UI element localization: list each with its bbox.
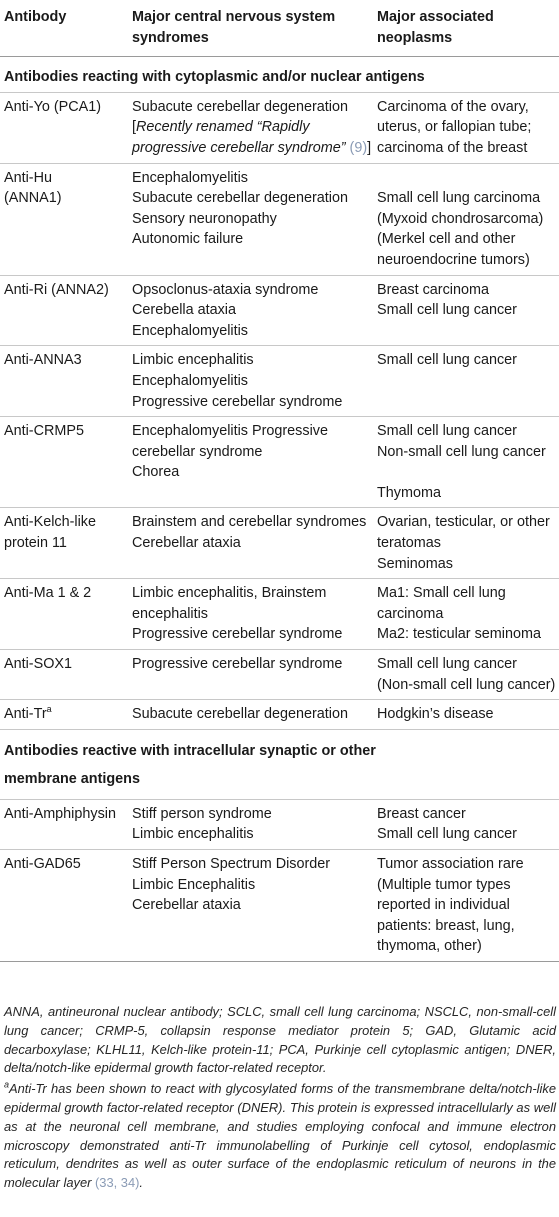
table-row	[0, 417, 559, 508]
table-row	[0, 92, 559, 163]
syndrome-cell: Opsoclonus-ataxia syndrome Cerebella ataxia Encephalomyelitis	[128, 275, 373, 346]
citation-link[interactable]: (33, 34)	[94, 1175, 140, 1191]
syndrome-cell: Progressive cerebellar syndrome	[128, 650, 373, 700]
antibody-cell: Anti-Tr$^a$	[0, 700, 128, 730]
table-footnotes	[4, 1003, 556, 1193]
antibody-cell: Anti-Kelch-like protein 11	[0, 508, 128, 579]
antibody-cell: Anti-CRMP5	[0, 417, 128, 508]
neoplasm-cell: Breast cancer Small cell lung cancer	[373, 799, 559, 849]
section-heading-cytoplasmic: Antibodies reacting with cytoplasmic and/or nuclear antigens	[0, 57, 559, 93]
table-row	[0, 163, 559, 275]
syndrome-cell: Subacute cerebellar degeneration	[128, 700, 373, 730]
neoplasm-cell: Small cell lung cancer Non-small cell lung cancer Thymoma	[373, 417, 559, 508]
header-syndromes: Major central nervous system syndromes	[128, 0, 373, 57]
syndrome-cell: Limbic encephalitis, Brainstem encephalitis Progressive cerebellar syndrome	[128, 579, 373, 650]
table-row	[0, 346, 559, 417]
antibody-cell: Anti-Yo (PCA1)	[0, 92, 128, 163]
antibody-cell: Anti-Ri (ANNA2)	[0, 275, 128, 346]
syndrome-cell: Limbic encephalitis Encephalomyelitis Progressive cerebellar syndrome	[128, 346, 373, 417]
syndrome-cell: Subacute cerebellar degeneration [Recently renamed “Rapidly progressive cerebellar syndrome” (9)]	[128, 92, 373, 163]
section-heading-membrane: Antibodies reactive with intracellular synaptic or other membrane antigens	[0, 729, 559, 799]
footnote-a: $^a$Anti-Tr has been shown to react with glycosylated forms of the transmembrane delta/notch-like epidermal growth factor-related receptor (DNER). This protein is expressed intracellularly as well as at the neuronal cell membrane, and studies employing confocal and immune electron microscopy demonstrated anti-Tr immunolabelling of Purkinje cell cytosol, endoplasmic reticulum, dendrites as well as outer surface of the endoplasmic reticulum of neurons in the molecular layer (33, 34).	[4, 1079, 556, 1191]
footnote-marker: a	[46, 704, 52, 715]
neoplasm-cell: Small cell lung cancer	[373, 346, 559, 417]
footnote-marker: a	[4, 1079, 10, 1090]
antibody-cell: Anti-ANNA3	[0, 346, 128, 417]
antibody-cell: Anti-Ma 1 & 2	[0, 579, 128, 650]
antibody-cell: Anti-Amphiphysin	[0, 799, 128, 849]
neoplasm-cell: Breast carcinoma Small cell lung cancer	[373, 275, 559, 346]
table-row	[0, 275, 559, 346]
syndrome-cell: Stiff Person Spectrum Disorder Limbic Encephalitis Cerebellar ataxia	[128, 850, 373, 962]
header-antibody: Antibody	[0, 0, 128, 57]
syndrome-cell: Encephalomyelitis Progressive cerebellar syndrome Chorea	[128, 417, 373, 508]
syndrome-cell: Stiff person syndrome Limbic encephalitis	[128, 799, 373, 849]
antibody-cell: Anti-Hu (ANNA1)	[0, 163, 128, 275]
citation-link[interactable]: (9)	[345, 139, 368, 156]
neoplasm-cell: Tumor association rare (Multiple tumor types reported in individual patients: breast, lung, thymoma, other)	[373, 850, 559, 962]
table-row	[0, 508, 559, 579]
neoplasm-cell: Carcinoma of the ovary, uterus, or fallopian tube; carcinoma of the breast	[373, 92, 559, 163]
table-header-row	[0, 0, 559, 57]
abbreviations-note: ANNA, antineuronal nuclear antibody; SCLC, small cell lung carcinoma; NSCLC, non-small-cell lung cancer; CRMP-5, collapsin response mediator protein 5; GAD, Glutamic acid decarboxylase; KLHL11, Kelch-like protein-11; PCA, Purkinje cell cytoplasmic antigen; DNER, delta/notch-like epidermal growth factor-related receptor.	[4, 1004, 556, 1076]
neoplasm-cell: Small cell lung cancer (Non-small cell lung cancer)	[373, 650, 559, 700]
table-row	[0, 700, 559, 730]
neoplasm-cell: Small cell lung carcinoma (Myxoid chondrosarcoma) (Merkel cell and other neuroendocrine tumors)	[373, 163, 559, 275]
table-row	[0, 799, 559, 849]
header-neoplasms: Major associated neoplasms	[373, 0, 559, 57]
syndrome-cell: Brainstem and cerebellar syndromes Cerebellar ataxia	[128, 508, 373, 579]
syndrome-cell: Encephalomyelitis Subacute cerebellar degeneration Sensory neuronopathy Autonomic failure	[128, 163, 373, 275]
neoplasm-cell: Hodgkin’s disease	[373, 700, 559, 730]
table-row	[0, 579, 559, 650]
neoplasm-cell: Ovarian, testicular, or other teratomas Seminomas	[373, 508, 559, 579]
antibody-cell: Anti-SOX1	[0, 650, 128, 700]
table-row	[0, 850, 559, 962]
neoplasm-cell: Ma1: Small cell lung carcinoma Ma2: testicular seminoma	[373, 579, 559, 650]
antibody-cell: Anti-GAD65	[0, 850, 128, 962]
table-row	[0, 650, 559, 700]
